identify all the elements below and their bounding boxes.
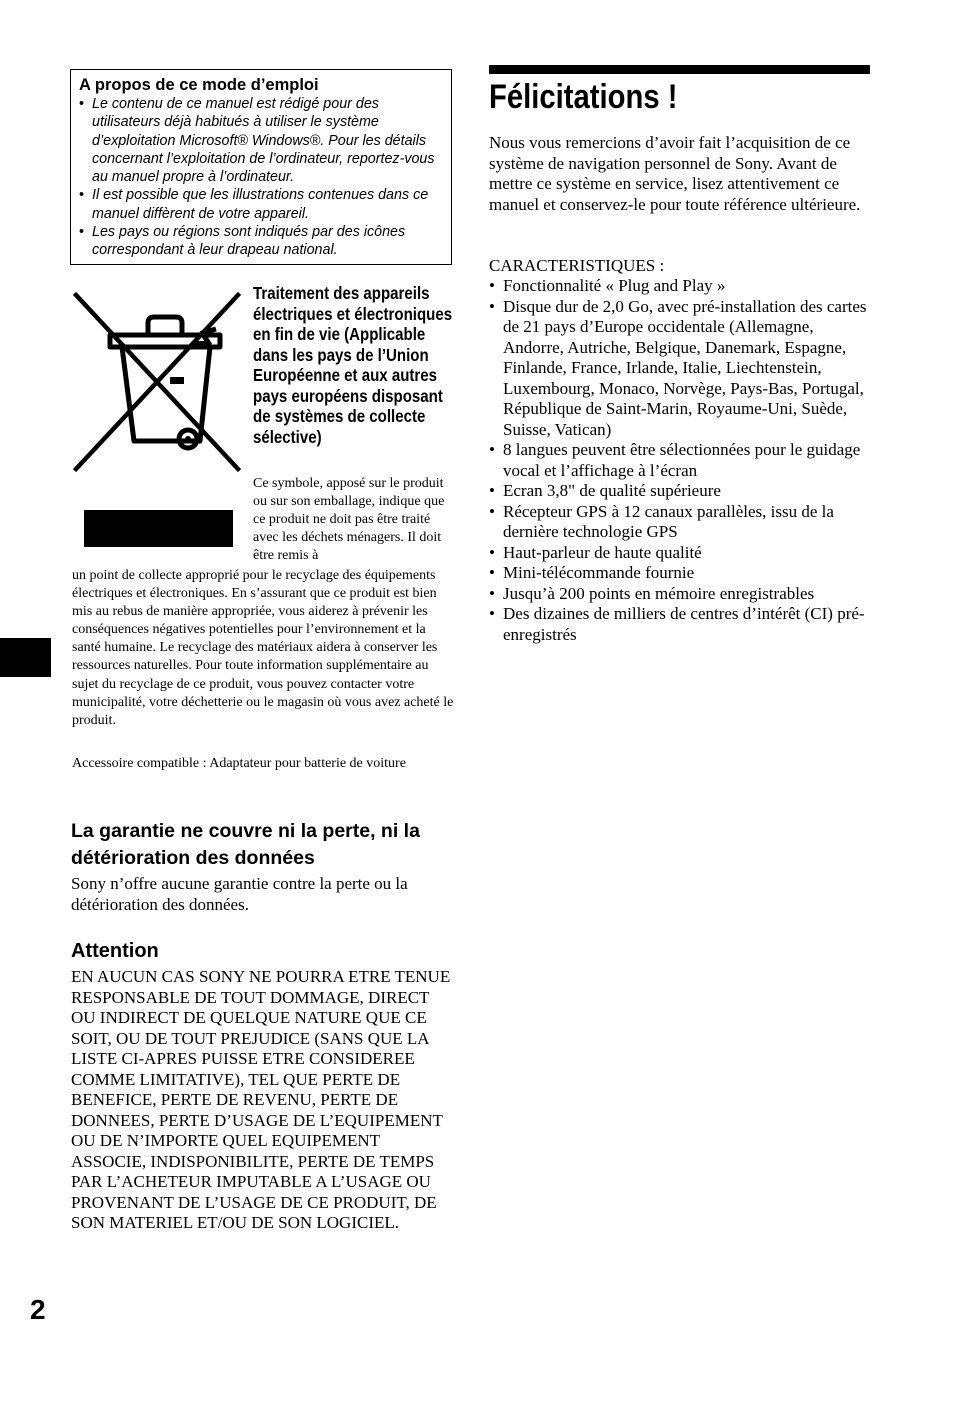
feature-item: • Des dizaines de milliers de centres d’intérêt (CI) pré-enregistrés bbox=[489, 604, 874, 645]
weee-black-bar bbox=[84, 510, 233, 547]
feature-item: • Récepteur GPS à 12 canaux parallèles, issu de la dernière technologie GPS bbox=[489, 502, 874, 543]
feature-item: • Jusqu’à 200 points en mémoire enregistrables bbox=[489, 584, 874, 605]
weee-heading: Traitement des appareils électriques et électroniques en fin de vie (Applicable dans les pays de l’Union Européenne et aux autres pays européens disposant de systèmes de collecte sélective) bbox=[253, 283, 453, 447]
warranty-body: Sony n’offre aucune garantie contre la perte ou la détérioration des données. bbox=[71, 874, 408, 914]
section-side-tab bbox=[0, 638, 51, 677]
features-heading: CARACTERISTIQUES : bbox=[489, 256, 665, 275]
feature-item: • Fonctionnalité « Plug and Play » bbox=[489, 276, 874, 297]
weee-body-part2: un point de collecte approprié pour le recyclage des équipements électriques et électroniques. En s’assurant que ce produit est bien mis au rebus de manière appropriée, vous aiderez à prévenir les conséquences négatives potentielles pour l’environnement et la santé humaine. Le recyclage des matériaux aidera à conserver les ressources naturelles. Pour toute information supplémentaire au sujet du recyclage de ce produit, vous pouvez contacter votre municipalité, votre déchetterie ou le magasin où vous avez acheté le produit. bbox=[72, 568, 454, 728]
about-manual-item: • Le contenu de ce manuel est rédigé pour des utilisateurs déjà habitués à utiliser le système d’exploitation Microsoft® Windows®. Pour les détails concernant l’exploitation de l’ordinateur, reportez-vous au manuel propre à l’ordinateur. bbox=[79, 95, 443, 186]
warranty-heading: La garantie ne couvre ni la perte, ni la détérioration des données bbox=[71, 820, 420, 869]
feature-item: • Haut-parleur de haute qualité bbox=[489, 543, 874, 564]
weee-body-part1: Ce symbole, apposé sur le produit ou sur son emballage, indique que ce produit ne doit pas être traité avec les déchets ménagers. Il doit être remis à bbox=[253, 476, 445, 564]
intro-paragraph: Nous vous remercions d’avoir fait l’acquisition de ce système de navigation personnel de Sony. Avant de mettre ce système en service, lisez attentivement ce manuel et conservez-le pour toute référence ultérieure. bbox=[489, 133, 861, 214]
compatible-accessory-note: Accessoire compatible : Adaptateur pour batterie de voiture bbox=[72, 756, 406, 771]
attention-heading: Attention bbox=[71, 940, 159, 962]
about-manual-item: • Les pays ou régions sont indiqués par des icônes correspondant à leur drapeau national. bbox=[79, 223, 443, 260]
about-manual-box bbox=[70, 69, 452, 265]
feature-item: • 8 langues peuvent être sélectionnées pour le guidage vocal et l’affichage à l’écran bbox=[489, 440, 874, 481]
feature-item: • Disque dur de 2,0 Go, avec pré-installation des cartes de 21 pays d’Europe occidentale (Allemagne, Andorre, Autriche, Belgique, Danemark, Espagne, Finlande, France, Irlande, Italie, Liechtenstein, Luxembourg, Monaco, Norvège, Pays-Bas, Portugal, République de Saint-Marin, Royaume-Uni, Suède, Suisse, Vatican) bbox=[489, 297, 874, 441]
title-rule bbox=[489, 65, 870, 74]
features-list bbox=[489, 276, 874, 645]
about-manual-item: • Il est possible que les illustrations contenues dans ce manuel diffèrent de votre appareil. bbox=[79, 186, 443, 223]
about-manual-title: A propos de ce mode d’emploi bbox=[79, 76, 319, 94]
page-number: 2 bbox=[30, 1294, 46, 1325]
attention-body: EN AUCUN CAS SONY NE POURRA ETRE TENUE RESPONSABLE DE TOUT DOMMAGE, DIRECT OU INDIRECT DE QUELQUE NATURE QUE CE SOIT, OU DE TOUT PREJUDICE (SANS QUE LA LISTE CI-APRES PUISSE ETRE CONSIDEREE COMME LIMITATIVE), TEL QUE PERTE DE BENEFICE, PERTE DE REVENU, PERTE DE DONNEES, PERTE D’USAGE DE L’EQUIPEMENT OU DE N’IMPORTE QUEL EQUIPEMENT ASSOCIE, INDISPONIBILITE, PERTE DE TEMPS PAR L’ACHETEUR IMPUTABLE A L’USAGE OU PROVENANT DE L’USAGE DE CE PRODUIT, DE SON MATERIEL ET/OU DE SON LOGICIEL. bbox=[71, 967, 451, 1232]
about-manual-list bbox=[79, 95, 443, 260]
feature-item: • Ecran 3,8" de qualité supérieure bbox=[489, 481, 874, 502]
page-title: Félicitations ! bbox=[489, 78, 678, 116]
feature-item: • Mini-télécommande fournie bbox=[489, 563, 874, 584]
crossed-out-wheelie-bin-icon bbox=[70, 289, 242, 477]
